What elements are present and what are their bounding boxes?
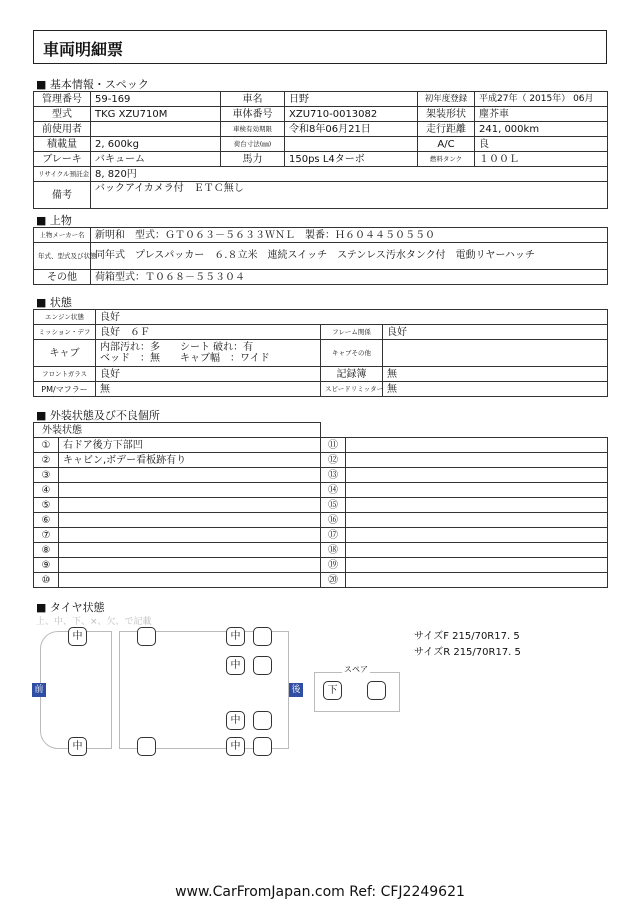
other-value: 荷箱型式：Ｔ０６８－５５３０４ bbox=[91, 270, 608, 285]
frame-label: フレーム関係 bbox=[321, 325, 383, 340]
exterior-table bbox=[33, 422, 608, 588]
nenshiki-label: 年式、型式及び状態 bbox=[34, 243, 91, 270]
glass-value: 良好 bbox=[96, 367, 321, 382]
page-title: 車両明細票 bbox=[43, 40, 124, 59]
exterior-item-number: ⑫ bbox=[321, 453, 346, 468]
basic-table bbox=[33, 91, 608, 209]
exterior-item-text bbox=[59, 483, 321, 498]
exterior-item-number: ⑤ bbox=[34, 498, 59, 513]
biko-label: 備考 bbox=[34, 182, 91, 209]
nenryo-value: １００Ｌ bbox=[475, 152, 608, 167]
nidai-label: 荷台寸法(㎜) bbox=[221, 137, 285, 152]
exterior-item-number: ⑦ bbox=[34, 528, 59, 543]
tire-mid-top bbox=[137, 627, 156, 646]
exterior-item-text: キャビン,ボデー看板跡有り bbox=[59, 453, 321, 468]
exterior-item-number: ⑥ bbox=[34, 513, 59, 528]
kiroku-value: 無 bbox=[383, 367, 608, 382]
kasou-label: 架装形状 bbox=[418, 107, 475, 122]
exterior-item-text bbox=[59, 573, 321, 588]
katashiki-value: TKG XZU710M bbox=[91, 107, 221, 122]
exterior-item-number: ⑳ bbox=[321, 573, 346, 588]
exterior-item-number: ⑰ bbox=[321, 528, 346, 543]
exterior-item-number: ⑩ bbox=[34, 573, 59, 588]
katashiki-label: 型式 bbox=[34, 107, 91, 122]
footer-reference: www.CarFromJapan.com Ref: CFJ2249621 bbox=[175, 884, 465, 900]
shonendo-value: 平成27年（ 2015年） 06月 bbox=[475, 92, 608, 107]
exterior-item-number: ⑪ bbox=[321, 438, 346, 453]
cab-label: キャブ bbox=[34, 340, 96, 367]
sokou-label: 走行距離 bbox=[418, 122, 475, 137]
exterior-item-number: ⑲ bbox=[321, 558, 346, 573]
exterior-item-text bbox=[346, 483, 608, 498]
shatai-label: 車体番号 bbox=[221, 107, 285, 122]
other-label: その他 bbox=[34, 270, 91, 285]
frame-value: 良好 bbox=[383, 325, 608, 340]
brake-value: バキューム bbox=[91, 152, 221, 167]
table-row bbox=[34, 468, 608, 483]
exterior-item-text bbox=[346, 573, 608, 588]
zenshiyo-label: 前使用者 bbox=[34, 122, 91, 137]
exterior-item-number: ④ bbox=[34, 483, 59, 498]
tire-rear-low-inner: 中 bbox=[226, 711, 245, 730]
front-marker: 前 bbox=[32, 683, 46, 697]
section-tire-heading: ■ タイヤ状態 bbox=[36, 601, 105, 614]
section-body-heading: ■ 上物 bbox=[36, 214, 72, 227]
exterior-item-number: ③ bbox=[34, 468, 59, 483]
table-row bbox=[34, 513, 608, 528]
mission-value: 良好 ６Ｆ bbox=[96, 325, 321, 340]
biko-value: バックアイカメラ付 ＥＴＣ無し bbox=[91, 182, 608, 209]
exterior-item-text bbox=[59, 543, 321, 558]
tire-mid-bottom bbox=[137, 737, 156, 756]
tire-spare-2 bbox=[367, 681, 386, 700]
table-row bbox=[34, 498, 608, 513]
pm-value: 無 bbox=[96, 382, 321, 397]
bariki-value: 150ps L4ターボ bbox=[285, 152, 418, 167]
exterior-item-text bbox=[346, 468, 608, 483]
exterior-item-number: ⑬ bbox=[321, 468, 346, 483]
exterior-item-text: 右ドア後方下部凹 bbox=[59, 438, 321, 453]
shamei-label: 車名 bbox=[221, 92, 285, 107]
tire-size-rear: サイズR 215/70R17. 5 bbox=[414, 647, 521, 658]
exterior-item-text bbox=[346, 558, 608, 573]
glass-label: フロントガラス bbox=[34, 367, 96, 382]
exterior-item-text bbox=[346, 528, 608, 543]
cab-line-2: ベッド ：無 キャブ幅 ：ワイド bbox=[100, 353, 270, 364]
exterior-item-number: ⑧ bbox=[34, 543, 59, 558]
exterior-item-text bbox=[346, 513, 608, 528]
exterior-item-text bbox=[346, 453, 608, 468]
tire-rear-bottom-outer bbox=[253, 737, 272, 756]
cab-other-label: キャブその他 bbox=[321, 340, 383, 367]
section-basic-heading: ■ 基本情報・スペック bbox=[36, 78, 149, 91]
cab-line-1: 内部汚れ：多 シート 破れ：有 bbox=[100, 342, 254, 353]
exterior-item-text bbox=[59, 468, 321, 483]
tire-spare-1: 下 bbox=[323, 681, 342, 700]
exterior-header: 外装状態 bbox=[34, 423, 321, 438]
mission-label: ミッション・デフ bbox=[34, 325, 96, 340]
ac-label: A/C bbox=[418, 137, 475, 152]
nidai-value bbox=[285, 137, 418, 152]
sekisai-value: 2, 600kg bbox=[91, 137, 221, 152]
maker-value: 新明和 型式：ＧＴ０６３－５６３３ＷＮＬ 製番：Ｈ６０４４５０５５０ bbox=[91, 228, 608, 243]
table-row bbox=[34, 558, 608, 573]
shonendo-label: 初年度登録 bbox=[418, 92, 475, 107]
exterior-item-number: ⑨ bbox=[34, 558, 59, 573]
engine-label: エンジン状態 bbox=[34, 310, 96, 325]
section-condition-heading: ■ 状態 bbox=[36, 296, 72, 309]
exterior-item-text bbox=[346, 543, 608, 558]
maker-label: 上物メーカー名 bbox=[34, 228, 91, 243]
nenshiki-value: 同年式 プレスパッカー ６.８立米 連続スイッチ ステンレス汚水タンク付 電動リヤーハッチ bbox=[91, 243, 608, 270]
exterior-item-number: ⑱ bbox=[321, 543, 346, 558]
body-outline bbox=[119, 631, 289, 749]
brake-label: ブレーキ bbox=[34, 152, 91, 167]
nenryo-label: 燃料タンク bbox=[418, 152, 475, 167]
exterior-item-text bbox=[59, 558, 321, 573]
condition-table bbox=[33, 309, 608, 397]
shaken-label: 車検有効期限 bbox=[221, 122, 285, 137]
engine-value: 良好 bbox=[96, 310, 608, 325]
exterior-item-text bbox=[346, 438, 608, 453]
tire-size-front: サイズF 215/70R17. 5 bbox=[414, 631, 520, 642]
tire-front-left: 中 bbox=[68, 627, 87, 646]
table-row bbox=[34, 543, 608, 558]
exterior-item-number: ⑭ bbox=[321, 483, 346, 498]
ac-value: 良 bbox=[475, 137, 608, 152]
exterior-item-text bbox=[59, 513, 321, 528]
shatai-value: XZU710-0013082 bbox=[285, 107, 418, 122]
exterior-item-number: ② bbox=[34, 453, 59, 468]
exterior-rows bbox=[34, 438, 608, 588]
kanri-value: 59-169 bbox=[91, 92, 221, 107]
table-row bbox=[34, 573, 608, 588]
limiter-label: スピードリミッター bbox=[321, 382, 383, 397]
pm-label: PM/マフラー bbox=[34, 382, 96, 397]
limiter-value: 無 bbox=[383, 382, 608, 397]
zenshiyo-value bbox=[91, 122, 221, 137]
tire-rear-top-outer bbox=[253, 627, 272, 646]
section-exterior-heading: ■ 外装状態及び不良個所 bbox=[36, 409, 160, 422]
table-row bbox=[34, 528, 608, 543]
tire-rear-mid-inner: 中 bbox=[226, 656, 245, 675]
kiroku-label: 記録簿 bbox=[321, 367, 383, 382]
tire-rear-top-inner: 中 bbox=[226, 627, 245, 646]
table-row bbox=[34, 453, 608, 468]
sekisai-label: 積載量 bbox=[34, 137, 91, 152]
cab-outline bbox=[40, 631, 112, 749]
tire-legend: 上、中、下、×、欠、で記載 bbox=[36, 617, 152, 627]
bariki-label: 馬力 bbox=[221, 152, 285, 167]
shaken-value: 令和8年06月21日 bbox=[285, 122, 418, 137]
table-row bbox=[34, 483, 608, 498]
tire-rear-mid-outer bbox=[253, 656, 272, 675]
table-row bbox=[34, 438, 608, 453]
exterior-item-text bbox=[346, 498, 608, 513]
recycle-value: 8, 820円 bbox=[91, 167, 608, 182]
exterior-item-text bbox=[59, 528, 321, 543]
tire-rear-low-outer bbox=[253, 711, 272, 730]
spare-label: スペア bbox=[344, 665, 368, 674]
shamei-value: 日野 bbox=[285, 92, 418, 107]
cab-other-value bbox=[383, 340, 608, 367]
exterior-item-text bbox=[59, 498, 321, 513]
recycle-label: リサイクル預託金 bbox=[34, 167, 91, 182]
tire-front-right: 中 bbox=[68, 737, 87, 756]
exterior-item-number: ① bbox=[34, 438, 59, 453]
tire-rear-bottom-inner: 中 bbox=[226, 737, 245, 756]
exterior-item-number: ⑯ bbox=[321, 513, 346, 528]
kasou-value: 塵芥車 bbox=[475, 107, 608, 122]
sokou-value: 241, 000km bbox=[475, 122, 608, 137]
rear-marker: 後 bbox=[289, 683, 303, 697]
kanri-label: 管理番号 bbox=[34, 92, 91, 107]
exterior-item-number: ⑮ bbox=[321, 498, 346, 513]
body-table bbox=[33, 227, 608, 285]
title-box bbox=[33, 30, 607, 64]
